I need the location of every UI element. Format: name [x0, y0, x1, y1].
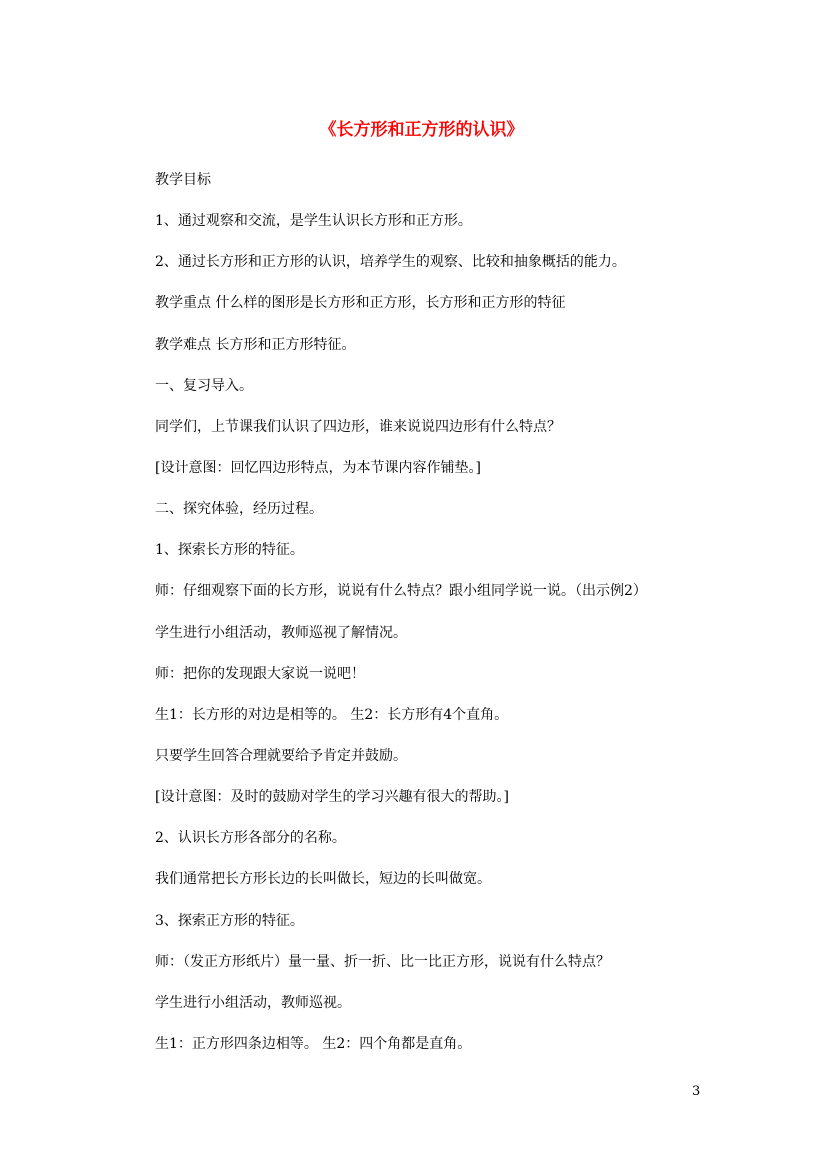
- paragraph-student-answers-1: 生1：长方形的对边是相等的。 生2：长方形有4个直角。: [155, 706, 509, 723]
- paragraph-student-answers-2: 生1：正方形四条边相等。 生2：四个角都是直角。: [155, 1035, 472, 1052]
- paragraph-teaching-goals: 教学目标: [155, 172, 211, 188]
- page-number: 3: [692, 1084, 701, 1099]
- paragraph-group-activity-2: 学生进行小组活动，教师巡视。: [155, 994, 351, 1011]
- paragraph-key-points: 教学重点 什么样的图形是长方形和正方形，长方形和正方形的特征: [155, 295, 566, 312]
- document-title: 《长方形和正方形的认识》: [319, 120, 524, 140]
- paragraph-design-intent-2: [设计意图：及时的鼓励对学生的学习兴趣有很大的帮助。]: [155, 789, 509, 806]
- document-body: [155, 170, 715, 1075]
- paragraph-encourage: 只要学生回答合理就要给予肯定并鼓励。: [155, 747, 407, 764]
- paragraph-teacher-square: 师：（发正方形纸片）量一量、折一折、比一比正方形，说说有什么特点？: [155, 953, 610, 970]
- paragraph-length-width: 我们通常把长方形长边的长叫做长，短边的长叫做宽。: [155, 871, 491, 888]
- paragraph-goal-2: 2、通过长方形和正方形的认识，培养学生的观察、比较和抽象概括的能力。: [155, 254, 626, 271]
- paragraph-rectangle-parts: 2、认识长方形各部分的名称。: [155, 830, 346, 847]
- paragraph-group-activity-1: 学生进行小组活动，教师巡视了解情况。: [155, 624, 407, 641]
- paragraph-teacher-observe: 师：仔细观察下面的长方形，说说有什么特点？跟小组同学说一说。（出示例2）: [155, 583, 647, 600]
- paragraph-section-1-heading: 一、复习导入。: [155, 377, 253, 394]
- paragraph-goal-1: 1、通过观察和交流，是学生认识长方形和正方形。: [155, 213, 472, 230]
- paragraph-section-2-heading: 二、探究体验，经历过程。: [155, 501, 323, 518]
- paragraph-review-question: 同学们，上节课我们认识了四边形，谁来说说四边形有什么特点？: [155, 418, 561, 435]
- paragraph-explore-square: 3、探索正方形的特征。: [155, 912, 304, 929]
- paragraph-difficulties: 教学难点 长方形和正方形特征。: [155, 336, 356, 353]
- paragraph-explore-rectangle: 1、探索长方形的特征。: [155, 542, 304, 559]
- paragraph-design-intent-1: [设计意图：回忆四边形特点，为本节课内容作铺垫。]: [155, 459, 481, 476]
- paragraph-teacher-share: 师：把你的发现跟大家说一说吧！: [155, 665, 365, 682]
